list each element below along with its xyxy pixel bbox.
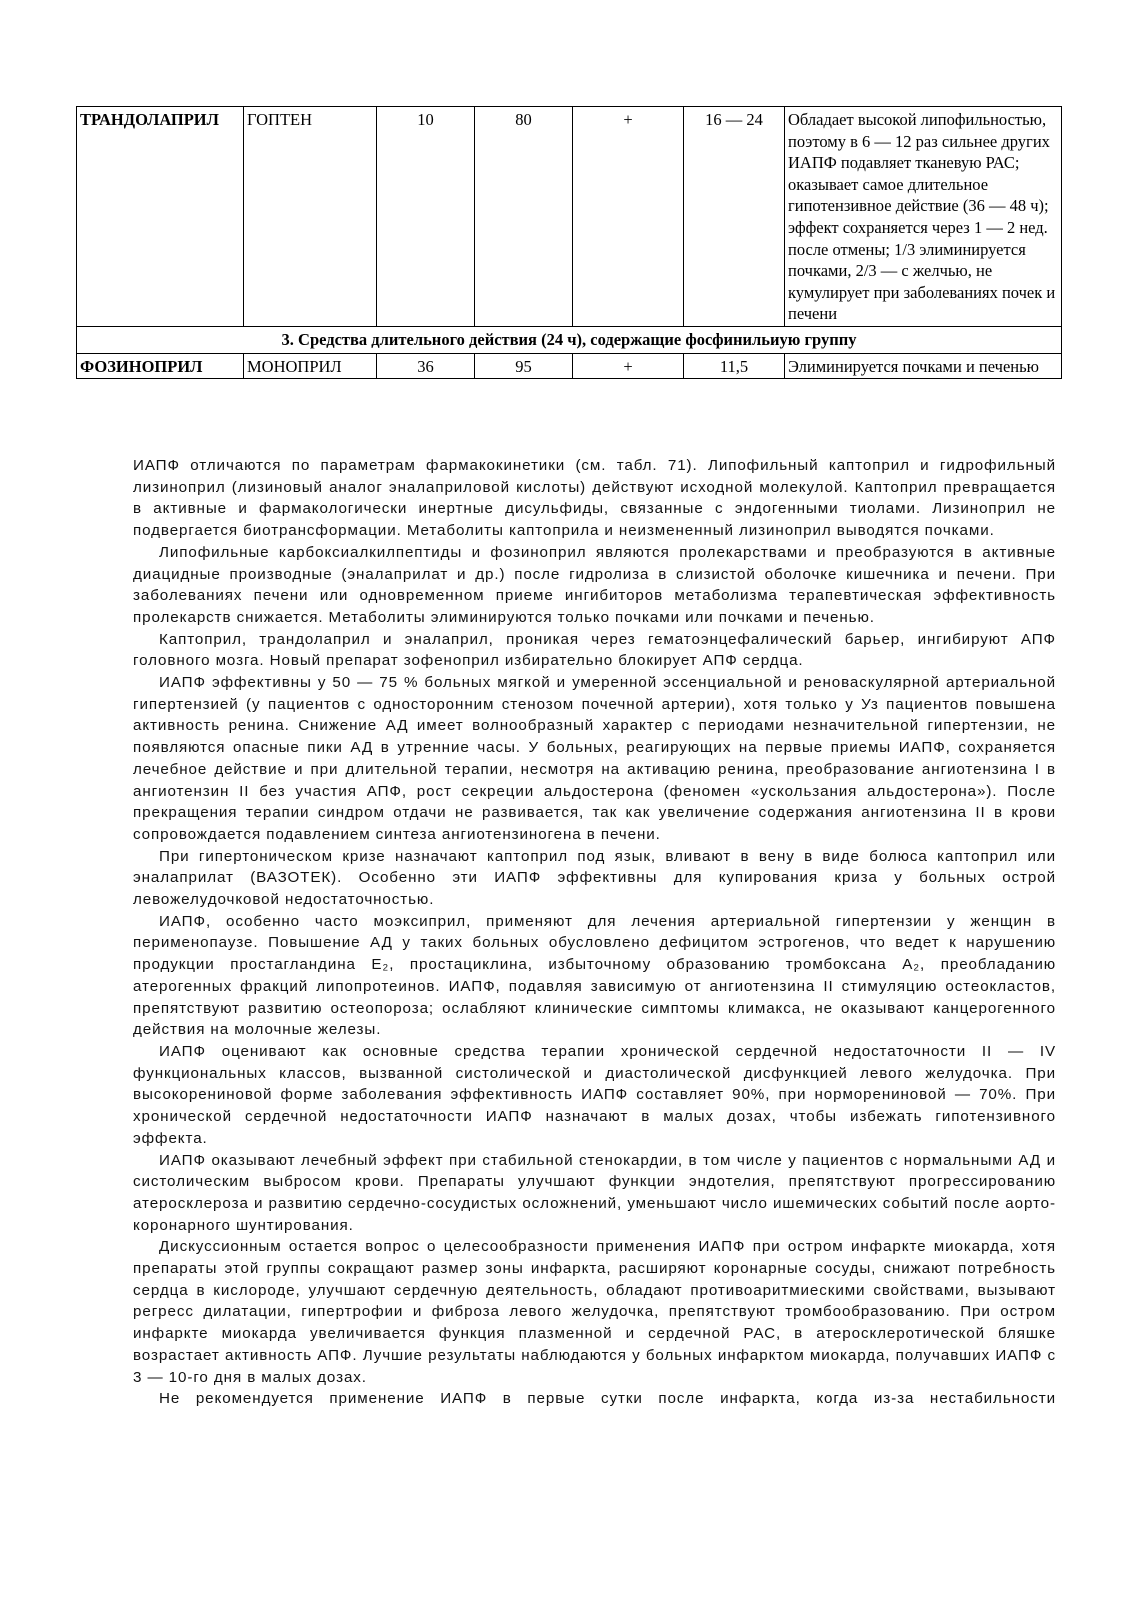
table-cell: 16 — 24 (684, 107, 785, 327)
table-cell: 95 (475, 353, 573, 379)
paragraph: ИАПФ оценивают как основные средства терапии хронической сердечной недостаточности II — IV функциональных классов, вызванной систолической и диастолической дисфункцией левого желудочка. При высокорениновой форме заболевания эффективность ИАПФ составляет 90%, при норморениновой — 70%. При хронической сердечной недостаточности ИАПФ назначают в малых дозах, чтобы избежать гипотензивного эффекта. (133, 1042, 1056, 1147)
drug-table (76, 106, 1062, 379)
table-cell: 10 (377, 107, 475, 327)
paragraph: ИАПФ, особенно часто моэксиприл, применяют для лечения артериальной гипертензии у женщин в перименопаузе. Повышение АД у таких больных обусловлено дефицитом эстрогенов, что ведет к нарушению продукции простагландина E₂, простациклина, избыточному образованию тромбоксана A₂, преобладанию атерогенных фракций липопротеинов. ИАПФ, подавляя зависимую от ангиотензина II стимуляцию остеокластов, препятствуют развитию остеопороза; ослабляют клинические симптомы климакса, не оказывают канцерогенного действия на молочные железы. (133, 912, 1056, 1039)
drug-name: ФОЗИНОПРИЛ (77, 353, 244, 379)
trade-name: МОНОПРИЛ (244, 353, 377, 379)
drug-note: Элиминируется почками и печенью (785, 353, 1062, 379)
table-cell: + (573, 353, 684, 379)
table-row (77, 353, 1062, 379)
table-section-row (77, 326, 1062, 353)
paragraph: ИАПФ оказывают лечебный эффект при стабильной стенокардии, в том числе у пациентов с нормальными АД и систолическим выбросом крови. Препараты улучшают функции эндотелия, препятствуют прогрессированию атеросклероза и развитию сердечно-сосудистых осложнений, уменьшают число ишемических событий после аорто-коронарного шунтирования. (133, 1151, 1056, 1234)
paragraph: ИАПФ эффективны у 50 — 75 % больных мягкой и умеренной эссенциальной и реноваскулярной артериальной гипертензией (у пациентов с односторонним стенозом почечной артерии), хотя только у Уз пациентов повышена активность ренина. Снижение АД имеет волнообразный характер с периодами незначительной гипертензии, не появляются опасные пики АД в утренние часы. У больных, реагирующих на первые приемы ИАПФ, сохраняется лечебное действие и при длительной терапии, несмотря на активацию ренина, преобразование ангиотензина I в ангиотензин II без участия АПФ, рост секреции альдостерона (феномен «ускользания альдостерона»). После прекращения терапии синдром отдачи не развивается, так как увеличение содержания ангиотензина II в крови сопровождается подавлением синтеза ангиотензиногена в печени. (133, 674, 1056, 843)
paragraph: Дискуссионным остается вопрос о целесообразности применения ИАПФ при остром инфаркте миокарда, хотя препараты этой группы сокращают размер зоны инфаркта, расширяют коронарные сосуды, снижают потребность сердца в кислороде, улучшают сердечную деятельность, обладают противоаритмиескими свойствами, вызывают регресс дилатации, гипертрофии и фиброза левого желудочка, препятствуют тромбообразованию. При остром инфаркте миокарда увеличивается функция плазменной и сердечной РАС, в атеросклеротической бляшке возрастает активность АПФ. Лучшие результаты наблюдаются у больных инфарктом миокарда, получавших ИАПФ с 3 — 10-го дня в малых дозах. (133, 1238, 1056, 1386)
table-row (77, 107, 1062, 327)
paragraph: Липофильные карбоксиалкилпептиды и фозиноприл являются пролекарствами и преобразуются в активные диацидные производные (эналаприлат и др.) после гидролиза в слизистой оболочке кишечника и печени. При заболеваниях печени или одновременном приеме ингибиторов метаболизма терапевтическая эффективность пролекарств снижается. Метаболиты элиминируются только почками или почками и печенью. (133, 543, 1056, 626)
paragraph: Каптоприл, трандолаприл и эналаприл, проникая через гематоэнцефалический барьер, ингибируют АПФ головного мозга. Новый препарат зофеноприл избирательно блокирует АПФ сердца. (133, 630, 1056, 670)
table-cell: + (573, 107, 684, 327)
drug-name: ТРАНДОЛАПРИЛ (77, 107, 244, 327)
table-cell: 11,5 (684, 353, 785, 379)
paragraph: При гипертоническом кризе назначают каптоприл под язык, вливают в вену в виде болюса каптоприл или эналаприлат (ВАЗОТЕК). Особенно эти ИАПФ эффективны для купирования криза у больных острой левожелудочковой недостаточностью. (133, 847, 1056, 909)
drug-note: Обладает высокой липофильностью, поэтому в 6 — 12 раз сильнее других ИАПФ подавляет тканевую РАС; оказывает самое длительное гипотензивное действие (36 — 48 ч); эффект сохраняется через 1 — 2 нед. после отмены; 1/3 элиминируется почками, 2/3 — с желчью, не кумулирует при заболеваниях почек и печени (785, 107, 1062, 327)
paragraph: Не рекомендуется применение ИАПФ в первые сутки после инфаркта, когда из-за нестабильности (159, 1390, 1056, 1408)
body-text (133, 455, 1056, 1410)
table-cell: 80 (475, 107, 573, 327)
paragraph: ИАПФ отличаются по параметрам фармакокинетики (см. табл. 71). Липофильный каптоприл и гидрофильный лизиноприл (лизиновый аналог эналаприловой кислоты) действуют исходной молекулой. Каптоприл превращается в активные и фармакологически инертные дисульфиды, связанные с эндогенными тиолами. Лизиноприл не подвергается биотрансформации. Метаболиты каптоприла и неизмененный лизиноприл выводятся почками. (133, 457, 1056, 540)
table-cell: 36 (377, 353, 475, 379)
section-header: 3. Средства длительного действия (24 ч), содержащие фосфинильиую группу (77, 326, 1062, 353)
trade-name: ГОПТЕН (244, 107, 377, 327)
